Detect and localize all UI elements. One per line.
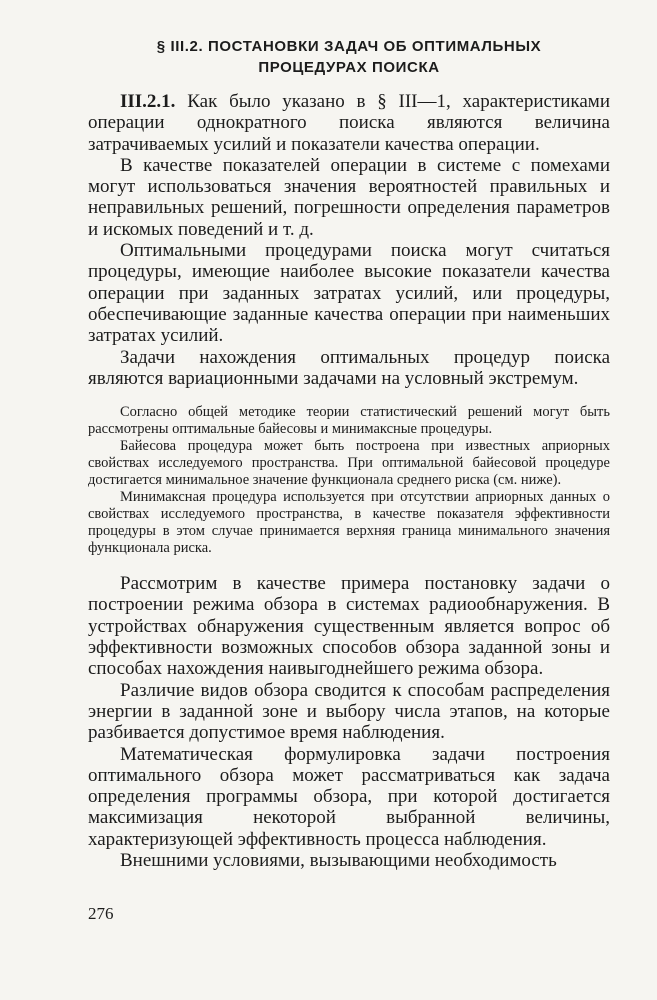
section-title — [88, 36, 610, 78]
small-paragraph: Согласно общей методике теории статистический решений могут быть рассмотрены оптимальные байесовы и минимаксные процедуры. — [88, 404, 610, 438]
page-number: 276 — [88, 904, 114, 923]
small-print-block — [88, 404, 610, 557]
paragraph: Различие видов обзора сводится к способам распределения энергии в заданной зоне и выбору числа этапов, на которые разбивается допустимое время наблюдения. — [88, 679, 610, 744]
paragraph: Рассмотрим в качестве примера постановку задачи о построении режима обзора в системах радиообнаружения. В устройствах обнаружения существенным является вопрос об эффективности возможных способов обзора заданной зоны и способах нахождения наивыгоднейшего режима обзора. — [88, 573, 610, 680]
section-title-line-1: § III.2. ПОСТАНОВКИ ЗАДАЧ ОБ ОПТИМАЛЬНЫХ — [156, 38, 542, 55]
small-paragraph: Байесова процедура может быть построена при известных априорных свойствах исследуемого пространства. При оптимальной байесовой процедуре достигается минимальное значение функционала среднего риска (см. ниже). — [88, 438, 610, 489]
paragraph: В качестве показателей операции в системе с помехами могут использоваться значения вероятностей правильных и неправильных решений, погрешности определения параметров и искомых поведений и т. д. — [88, 154, 610, 240]
small-paragraph: Минимаксная процедура используется при отсутствии априорных данных о свойствах исследуемого пространства, в качестве показателя эффективности процедуры в этом случае принимается верхняя граница минимального значения функционала риска. — [88, 489, 610, 557]
intro-text: Как было указано в § III—1, характеристиками операции однократного поиска являются величина затрачиваемых усилий и показатели качества операции. — [88, 91, 610, 155]
section-title-line-2: ПРОЦЕДУРАХ ПОИСКА — [258, 59, 440, 76]
intro-paragraph — [88, 91, 610, 155]
paragraph: Оптимальными процедурами поиска могут считаться процедуры, имеющие наиболее высокие показатели качества операции при заданных затратах усилий, или процедуры, обеспечивающие заданные качества операции при наименьших затратах усилий. — [88, 240, 610, 347]
page-content — [88, 36, 610, 871]
paragraph: Задачи нахождения оптимальных процедур поиска являются вариационными задачами на условный экстремум. — [88, 346, 610, 389]
section-number: III.2.1. — [120, 91, 176, 112]
paragraph: Математическая формулировка задачи построения оптимального обзора может рассматриваться как задача определения программы обзора, при которой достигается максимизация некоторой выбранной величины, характеризующей эффективность процесса наблюдения. — [88, 743, 610, 850]
paragraph: Внешними условиями, вызывающими необходимость — [120, 850, 557, 872]
